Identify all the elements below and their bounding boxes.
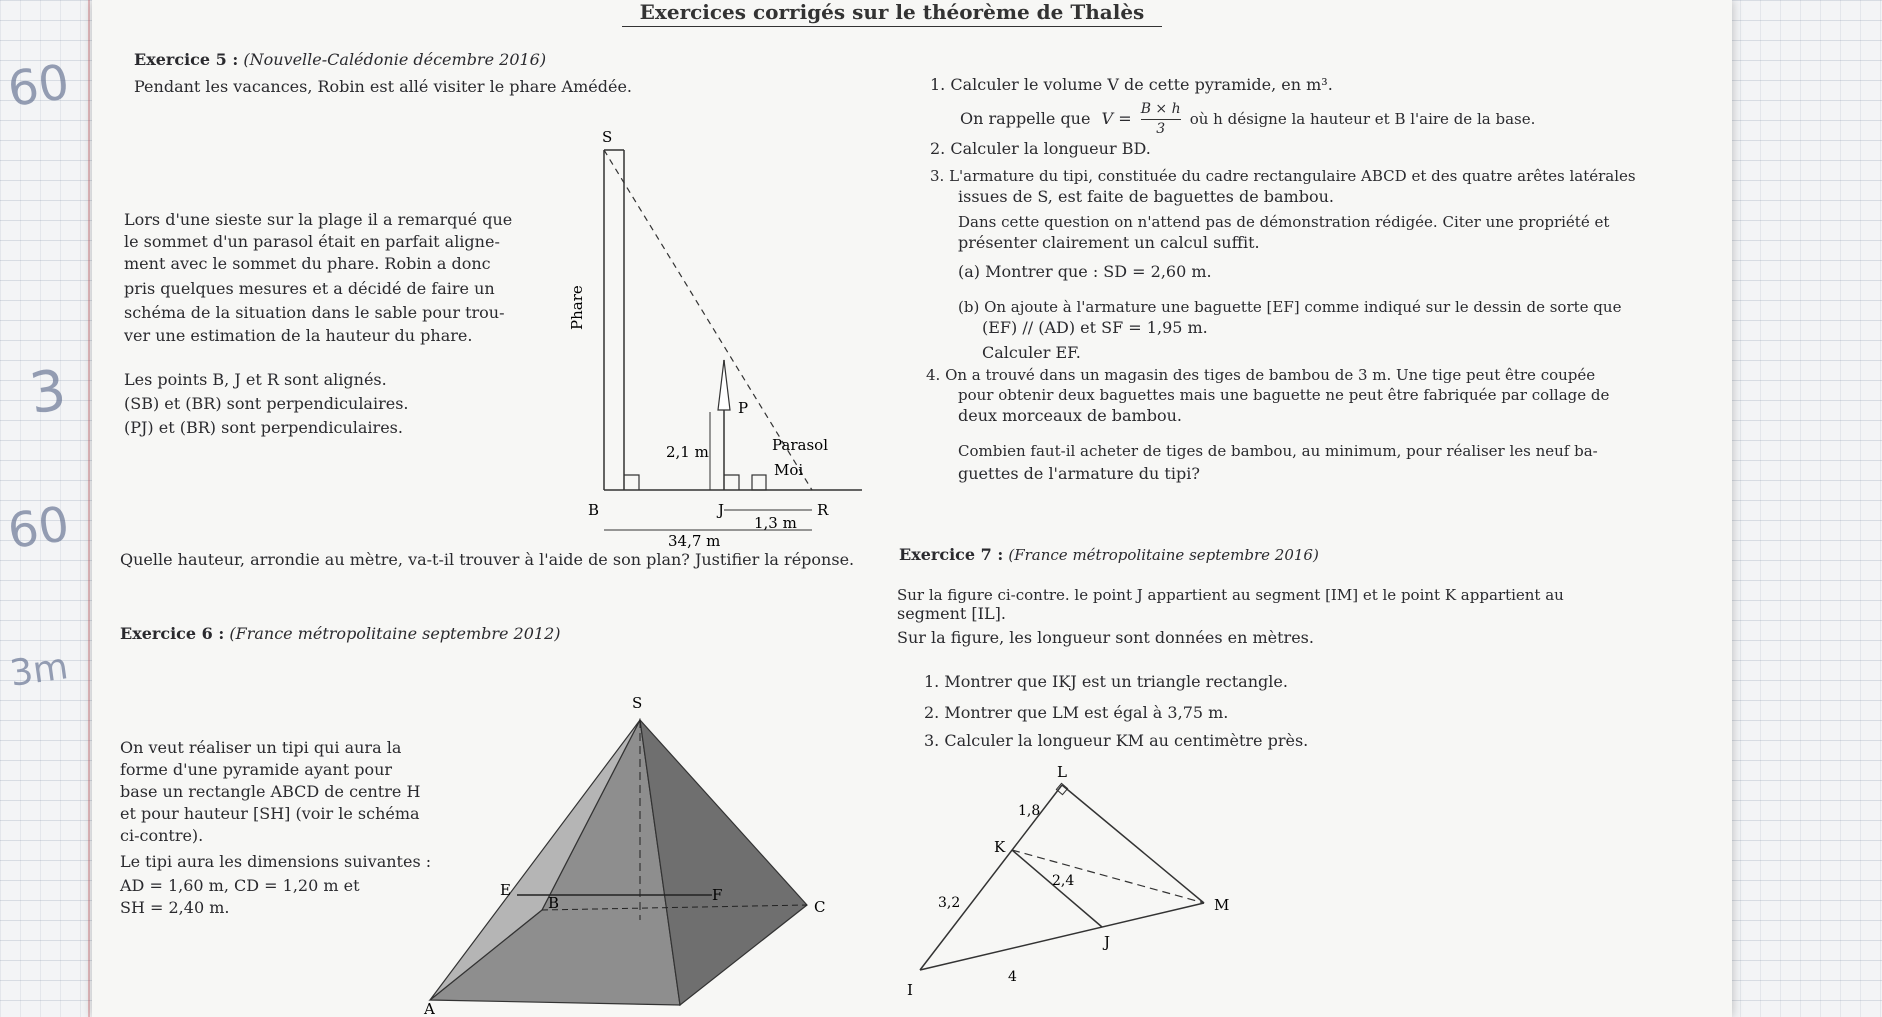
label-moi: Moi [774,461,804,479]
ex6-line: forme d'une pyramide ayant pour [120,760,393,779]
label-parasol: Parasol [772,436,829,454]
label-b: B [588,501,600,519]
ex5-figure [562,130,962,550]
label-p: P [738,399,749,417]
ex6-source: (France métropolitaine septembre 2012) [229,624,561,643]
ex6-line: SH = 2,40 m. [120,898,230,917]
q3-line: Calculer EF. [982,343,1081,362]
label-l: L [1057,763,1067,781]
q1: 1. Calculer le volume V de cette pyramide, en m³. [930,75,1333,94]
ex7-line: segment [IL]. [897,604,1006,623]
q3-line: Dans cette question on n'attend pas de démonstration rédigée. Citer une propriété et [958,213,1610,231]
label-s: S [602,130,613,146]
margin-scribble: 3m [7,646,71,695]
margin-scribble: 60 [4,496,73,560]
ex5-fact: (PJ) et (BR) sont perpendiculaires. [124,418,403,437]
ex6-figure [422,690,962,1017]
label-m: M [1214,896,1230,914]
q1-rappel: On rappelle que [960,109,1091,128]
ex5-intro: Pendant les vacances, Robin est allé visiter le phare Amédée. [134,77,632,96]
label-i: I [907,981,913,999]
margin-scribble: 3 [25,357,70,428]
printed-sheet [92,0,1732,1017]
label-b: B [548,894,560,912]
right-angle-mark-j [724,475,739,490]
ex5-para-line: schéma de la situation dans le sable pour trou- [124,303,505,322]
segment-im [920,903,1204,970]
ex5-fact: (SB) et (BR) sont perpendiculaires. [124,394,409,413]
ex5-fact: Les points B, J et R sont alignés. [124,370,387,389]
q3-line: (a) Montrer que : SD = 2,60 m. [958,262,1212,281]
ex5-para-line: Lors d'une sieste sur la plage il a remarqué que [124,210,513,229]
q4-line: 4. On a trouvé dans un magasin des tiges de bambou de 3 m. Une tige peut être coupée [926,366,1596,384]
q1-formula-line [960,100,1535,140]
ex7-question: 2. Montrer que LM est égal à 3,75 m. [924,703,1229,722]
label-phare: Phare [568,285,586,330]
q3-line: (EF) // (AD) et SF = 1,95 m. [982,318,1208,337]
ex6-title: Exercice 6 : [120,624,225,643]
label-32: 3,2 [938,895,961,911]
ex7-figure [892,755,1332,1017]
ex7-source: (France métropolitaine septembre 2016) [1008,546,1319,564]
label-a: A [424,1000,435,1017]
q3-line: (b) On ajoute à l'armature une baguette [EF] comme indiqué sur le dessin de sorte que [958,298,1622,316]
notebook-margin-line [88,0,90,1017]
ex7-title: Exercice 7 : [899,545,1004,564]
ex6-line: Le tipi aura les dimensions suivantes : [120,852,432,871]
q4-line: Combien faut-il acheter de tiges de bambou, au minimum, pour réaliser les neuf ba- [958,442,1598,460]
label-br-distance: 34,7 m [668,532,721,550]
notebook-right-strip [1732,0,1882,1017]
label-jr-distance: 1,3 m [754,514,797,532]
ex5-para-line: ment avec le sommet du phare. Robin a donc [124,254,491,273]
q4-line: deux morceaux de bambou. [958,406,1182,425]
margin-scribble: 60 [4,54,73,118]
ex7-question: 1. Montrer que IKJ est un triangle rectangle. [924,672,1288,691]
q1-fraction [1141,100,1181,139]
label-s: S [632,694,643,712]
q1-formula-lhs: V = [1101,109,1132,128]
q3-line: issues de S, est faite de baguettes de bambou. [958,187,1334,206]
ex6-line: ci-contre). [120,826,204,845]
ex5-source: (Nouvelle-Calédonie décembre 2016) [243,50,547,69]
label-4: 4 [1008,969,1017,985]
ex6-line: et pour hauteur [SH] (voir le schéma [120,804,420,823]
label-18: 1,8 [1018,803,1041,819]
label-24: 2,4 [1052,873,1075,889]
label-e: E [500,881,511,899]
label-k: K [994,838,1006,856]
moi-figure [752,475,766,490]
label-f: F [712,886,723,904]
page-title: Exercices corrigés sur le théorème de Thalès [622,0,1162,27]
ex7-line: Sur la figure ci-contre. le point J appartient au segment [IM] et le point K appartient au [897,586,1564,604]
segment-lm [1062,785,1204,903]
right-angle-mark-b [624,475,639,490]
label-j: J [718,501,725,519]
ex5-para-line: le sommet d'un parasol était en parfait aligne- [124,232,500,251]
ex5-title: Exercice 5 : [134,50,239,69]
ex7-line: Sur la figure, les longueur sont données en mètres. [897,628,1314,647]
q1-denominator: 3 [1156,121,1166,137]
q3-line: 3. L'armature du tipi, constituée du cadre rectangulaire ABCD et des quatre arêtes latérales [930,167,1636,185]
label-j: J [1104,933,1111,951]
ex6-line: On veut réaliser un tipi qui aura la [120,738,402,757]
parasol-canopy [718,360,730,410]
q4-line: guettes de l'armature du tipi? [958,464,1200,483]
q2: 2. Calculer la longueur BD. [930,139,1151,158]
ex7-heading [899,545,1319,565]
label-c: C [814,898,826,916]
ex7-question: 3. Calculer la longueur KM au centimètre près. [924,731,1309,750]
ex6-heading [120,624,561,643]
q1-rappel-post: où h désigne la hauteur et B l'aire de la base. [1189,110,1536,128]
q4-line: pour obtenir deux baguettes mais une baguette ne peut être fabriquée par collage de [958,386,1610,404]
segment-km [1012,850,1204,903]
ex5-heading [134,50,546,69]
q1-numerator: B × h [1141,100,1181,120]
label-r: R [817,501,829,519]
q3-line: présenter clairement un calcul suffit. [958,233,1260,252]
ex6-line: base un rectangle ABCD de centre H [120,782,421,801]
ex5-para-line: ver une estimation de la hauteur du phare. [124,326,473,345]
ex5-question: Quelle hauteur, arrondie au mètre, va-t-il trouver à l'aide de son plan? Justifier la réponse. [120,550,855,569]
ex6-line: AD = 1,60 m, CD = 1,20 m et [120,876,360,895]
ex5-para-line: pris quelques mesures et a décidé de faire un [124,279,495,298]
label-parasol-height: 2,1 m [666,443,709,461]
